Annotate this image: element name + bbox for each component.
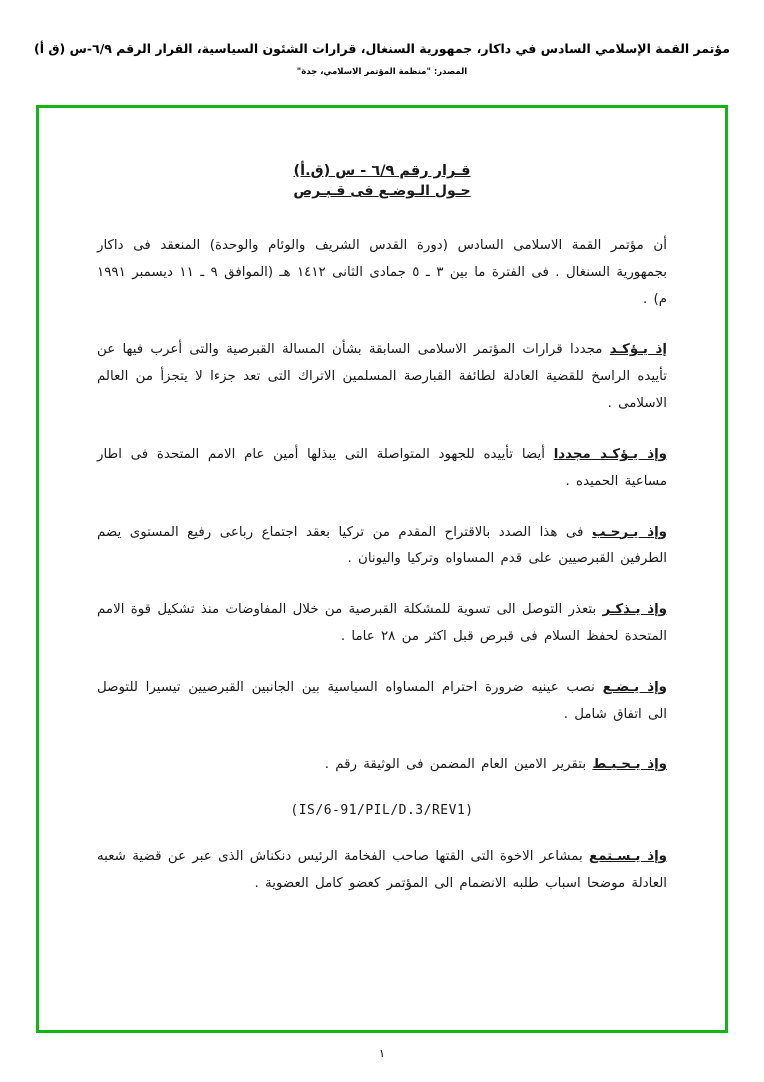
paragraph-text: فى هذا الصدد بالاقتراح المقدم من تركيا بعقد اجتماع رباعى رفيع المستوى يضم الطرفين القبرصيين على قدم المساواه وتركيا واليونان . xyxy=(97,524,667,567)
paragraph-lead: إذ يـؤكـد xyxy=(609,342,667,358)
page-header xyxy=(0,0,764,77)
paragraph-text: مجددا قرارات المؤتمر الاسلامى السابقة بشأن المسالة القبرصية والتى أعرب فيها عن تأييده الراسخ للقضية العادلة لطائفة القبارصة المسلمين الاتراك التى تعد جزءا لا يتجزأ من العالم الاسلامى . xyxy=(97,342,667,412)
paragraph-text: نصب عينيه ضرورة احترام المساواه السياسية بين الجانبين القبرصيين تيسيرا للتوصل الى اتفاق شامل . xyxy=(97,679,667,722)
paragraph xyxy=(97,844,667,898)
paragraph xyxy=(97,442,667,496)
paragraph xyxy=(97,520,667,574)
page-number: ١ xyxy=(379,1047,385,1060)
resolution-title: قـرار رقم ٦/٩ - س (ق.أ) xyxy=(293,163,471,179)
scanned-document-frame xyxy=(36,105,728,1033)
paragraph xyxy=(97,675,667,729)
paragraph-lead: وإذ يـؤكـد مجددا xyxy=(553,446,667,462)
resolution-subtitle: حـول الـوضـع فى قـبـرص xyxy=(293,183,471,199)
paragraph-text: بتعذر التوصل الى تسوية للمشكلة القبرصية من خلال المفاوضات منذ تشكيل قوة الامم المتحدة لحفظ السلام فى قبرص قبل اكثر من ٢٨ عاما . xyxy=(97,602,667,644)
paragraph-lead: وإذ يـرحـب xyxy=(591,524,667,540)
paragraph xyxy=(97,752,667,779)
paragraph-text: أيضا تأييده للجهود المتواصلة التى يبذلها أمين عام الامم المتحدة فى اطار مساعية الحميده . xyxy=(97,446,667,489)
paragraph-text: بتقرير الامين العام المضمن فى الوثيقة رقم . xyxy=(324,757,593,773)
paragraph-text: بمشاعر الاخوة التى القتها صاحب الفخامة الرئيس دنكناش الذى عبر عن قضية شعبه العادلة موضحا اسباب طلبه الانضمام الى المؤتمر كعضو كامل العضوية . xyxy=(97,849,667,891)
paragraph-lead: وإذ يـسـتمع xyxy=(589,849,667,865)
document-reference: (IS/6-91/PIL/D.3/REV1) xyxy=(290,803,474,819)
paragraph-lead: وإذ يـضـع xyxy=(602,679,667,695)
paragraph xyxy=(97,337,667,417)
paragraph xyxy=(97,597,667,651)
paragraph-lead: وإذ يـذكـر xyxy=(602,602,667,618)
paragraph-text: أن مؤتمر القمة الاسلامى السادس (دورة القدس الشريف والوئام والوحدة) المنعقد فى داكار بجمهورية السنغال . فى الفترة ما بين ٣ ـ ٥ جمادى الثانى ١٤١٢ هـ (الموافق ٩ ـ ١١ ديسمبر ١٩٩١ م) . xyxy=(97,238,667,307)
scanned-document-body xyxy=(39,108,725,1030)
paragraph-lead: وإذ يـحـيـط xyxy=(592,757,667,773)
paragraph xyxy=(97,233,667,313)
header-source: المصدر: "منظمة المؤتمر الاسلامي، جدة" xyxy=(296,66,468,77)
header-title: مؤتمر القمة الإسلامي السادس في داكار، جمهورية السنغال، قرارات الشئون السياسية، القرار الرقم ٦/٩-س (ق أ) xyxy=(34,41,730,56)
